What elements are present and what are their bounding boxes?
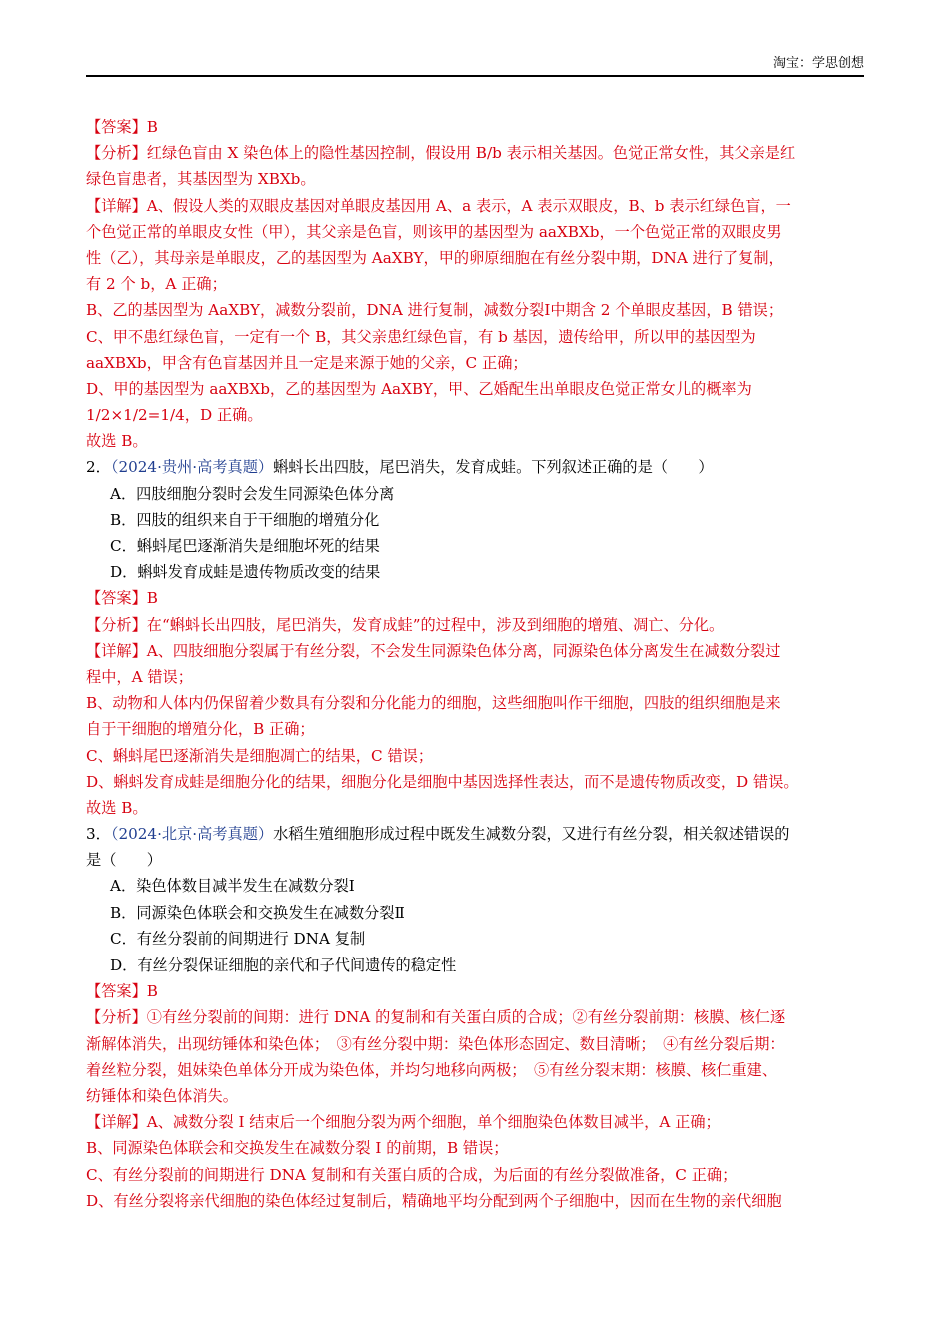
- text-line: [86, 638, 866, 664]
- option-line: [86, 481, 866, 507]
- line-text: 【答案】B: [86, 982, 158, 1001]
- text-line: [86, 1135, 866, 1161]
- question-number: 3．: [86, 825, 111, 844]
- line-text: D、蝌蚪发育成蛙是细胞分化的结果，细胞分化是细胞中基因选择性表达，而不是遗传物质改变，D 错误。: [86, 772, 799, 791]
- option-line: [86, 926, 866, 952]
- text-line: [86, 612, 866, 638]
- line-text: 有 2 个 b，A 正确；: [86, 275, 227, 294]
- text-line: [86, 664, 866, 690]
- line-text: A．染色体数目减半发生在减数分裂Ⅰ: [110, 877, 355, 896]
- line-text: 着丝粒分裂，姐妹染色单体分开成为染色体，并均匀地移向两极； ⑤有丝分裂末期：核膜、核仁重建、: [86, 1060, 778, 1079]
- text-line: [86, 271, 866, 297]
- line-text: 【详解】A、四肢细胞分裂属于有丝分裂，不会发生同源染色体分离，同源染色体分离发生在减数分裂过: [86, 641, 781, 660]
- line-text: D．蝌蚪发育成蛙是遗传物质改变的结果: [110, 563, 381, 582]
- text-line: [86, 1162, 866, 1188]
- text-line: [86, 1031, 866, 1057]
- line-text: C．蝌蚪尾巴逐渐消失是细胞坏死的结果: [110, 537, 380, 555]
- option-line: [86, 952, 866, 978]
- line-text: 【详解】A、减数分裂 I 结束后一个细胞分裂为两个细胞，单个细胞染色体数目减半，A 正确；: [86, 1113, 721, 1132]
- question-number: 2．: [86, 458, 111, 477]
- line-text: C．有丝分裂前的间期进行 DNA 复制: [110, 929, 366, 948]
- header-text: 淘宝：学思创想: [772, 56, 864, 71]
- line-text: aaXBXb，甲含有色盲基因并且一定是来源于她的父亲，C 正确；: [86, 353, 528, 372]
- text-line: [86, 847, 866, 873]
- line-text: 程中，A 错误；: [86, 667, 193, 686]
- line-text: D．有丝分裂保证细胞的亲代和子代间遗传的稳定性: [110, 956, 457, 974]
- text-line: [86, 297, 866, 323]
- line-text: 自于干细胞的增殖分化，B 正确；: [86, 720, 315, 739]
- line-text: C、有丝分裂前的间期进行 DNA 复制和有关蛋白质的合成，为后面的有丝分裂做准备，C 正确；: [86, 1165, 738, 1184]
- text-line: [86, 1004, 866, 1030]
- option-line: [86, 507, 866, 533]
- line-text: 个色觉正常的单眼皮女性（甲），其父亲是色盲，则该甲的基因型为 aaXBXb，一个色觉正常的双眼皮男: [86, 222, 782, 241]
- option-line: [86, 900, 866, 926]
- text-line: [86, 402, 866, 428]
- line-text: 故选 B。: [86, 432, 148, 451]
- text-line: [86, 743, 866, 769]
- text-line: [86, 193, 866, 219]
- line-text: 1/2×1/2=1/4，D 正确。: [86, 406, 263, 425]
- line-text: 【详解】A、假设人类的双眼皮基因对单眼皮基因用 A、a 表示，A 表示双眼皮，B、b 表示红绿色盲，一: [86, 196, 791, 215]
- text-line: [86, 1109, 866, 1135]
- option-line: [86, 533, 866, 559]
- text-line: [86, 769, 866, 795]
- line-text: A．四肢细胞分裂时会发生同源染色体分离: [110, 484, 395, 503]
- text-line: [86, 219, 866, 245]
- line-text: 【答案】B: [86, 589, 158, 608]
- text-line: [86, 245, 866, 271]
- line-text: 【分析】红绿色盲由 X 染色体上的隐性基因控制，假设用 B/b 表示相关基因。色觉正常女性，其父亲是红: [86, 144, 796, 163]
- text-line: [86, 795, 866, 821]
- text-line: [86, 350, 866, 376]
- line-text: 蝌蚪长出四肢，尾巴消失，发育成蛙。下列叙述正确的是（ ）: [273, 458, 714, 477]
- text-line: [86, 428, 866, 454]
- question-source: （2024·贵州·高考真题）: [110, 458, 274, 477]
- text-line: [86, 324, 866, 350]
- text-line: [86, 454, 866, 480]
- text-line: [86, 1057, 866, 1083]
- line-text: B、乙的基因型为 AaXBY，减数分裂前，DNA 进行复制，减数分裂Ⅰ中期含 2 个单眼皮基因，B 错误；: [86, 301, 784, 320]
- text-line: [86, 1188, 866, 1214]
- line-text: 性（乙），其母亲是单眼皮，乙的基因型为 AaXBY，甲的卵原细胞在有丝分裂中期，DNA 进行了复制，: [86, 248, 784, 267]
- line-text: 是（ ）: [86, 851, 162, 870]
- text-line: [86, 114, 866, 140]
- line-text: 【分析】①有丝分裂前的间期：进行 DNA 的复制和有关蛋白质的合成；②有丝分裂前期：核膜、核仁逐: [86, 1008, 786, 1027]
- text-line: [86, 690, 866, 716]
- option-line: [86, 559, 866, 585]
- line-text: 渐解体消失，出现纺锤体和染色体； ③有丝分裂中期：染色体形态固定、数目清晰； ④有丝分裂后期：: [86, 1034, 785, 1053]
- line-text: 纺锤体和染色体消失。: [86, 1086, 238, 1105]
- question-source: （2024·北京·高考真题）: [110, 825, 274, 844]
- line-text: C、甲不患红绿色盲，一定有一个 B，其父亲患红绿色盲，有 b 基因，遗传给甲，所以甲的基因型为: [86, 327, 756, 346]
- text-line: [86, 585, 866, 611]
- line-text: B、动物和人体内仍保留着少数具有分裂和分化能力的细胞，这些细胞叫作干细胞，四肢的组织细胞是来: [86, 694, 781, 713]
- text-line: [86, 376, 866, 402]
- document-body: [86, 114, 866, 1214]
- text-line: [86, 716, 866, 742]
- line-text: B．同源染色体联会和交换发生在减数分裂Ⅱ: [110, 903, 405, 922]
- line-text: 绿色盲患者，其基因型为 XBXb。: [86, 170, 316, 189]
- option-line: [86, 873, 866, 899]
- line-text: C、蝌蚪尾巴逐渐消失是细胞凋亡的结果，C 错误；: [86, 746, 434, 765]
- text-line: [86, 1083, 866, 1109]
- page-header: [86, 56, 864, 77]
- text-line: [86, 140, 866, 166]
- line-text: 水稻生殖细胞形成过程中既发生减数分裂，又进行有丝分裂，相关叙述错误的: [273, 825, 790, 844]
- text-line: [86, 166, 866, 192]
- line-text: 故选 B。: [86, 798, 148, 817]
- line-text: 【分析】在“蝌蚪长出四肢，尾巴消失，发育成蛙”的过程中，涉及到细胞的增殖、凋亡、分化。: [86, 615, 725, 634]
- line-text: D、甲的基因型为 aaXBXb，乙的基因型为 AaXBY，甲、乙婚配生出单眼皮色觉正常女儿的概率为: [86, 379, 752, 398]
- text-line: [86, 978, 866, 1004]
- line-text: D、有丝分裂将亲代细胞的染色体经过复制后，精确地平均分配到两个子细胞中，因而在生物的亲代细胞: [86, 1191, 782, 1210]
- line-text: B．四肢的组织来自于干细胞的增殖分化: [110, 510, 380, 529]
- text-line: [86, 821, 866, 847]
- line-text: B、同源染色体联会和交换发生在减数分裂 I 的前期，B 错误；: [86, 1139, 509, 1158]
- line-text: 【答案】B: [86, 118, 158, 136]
